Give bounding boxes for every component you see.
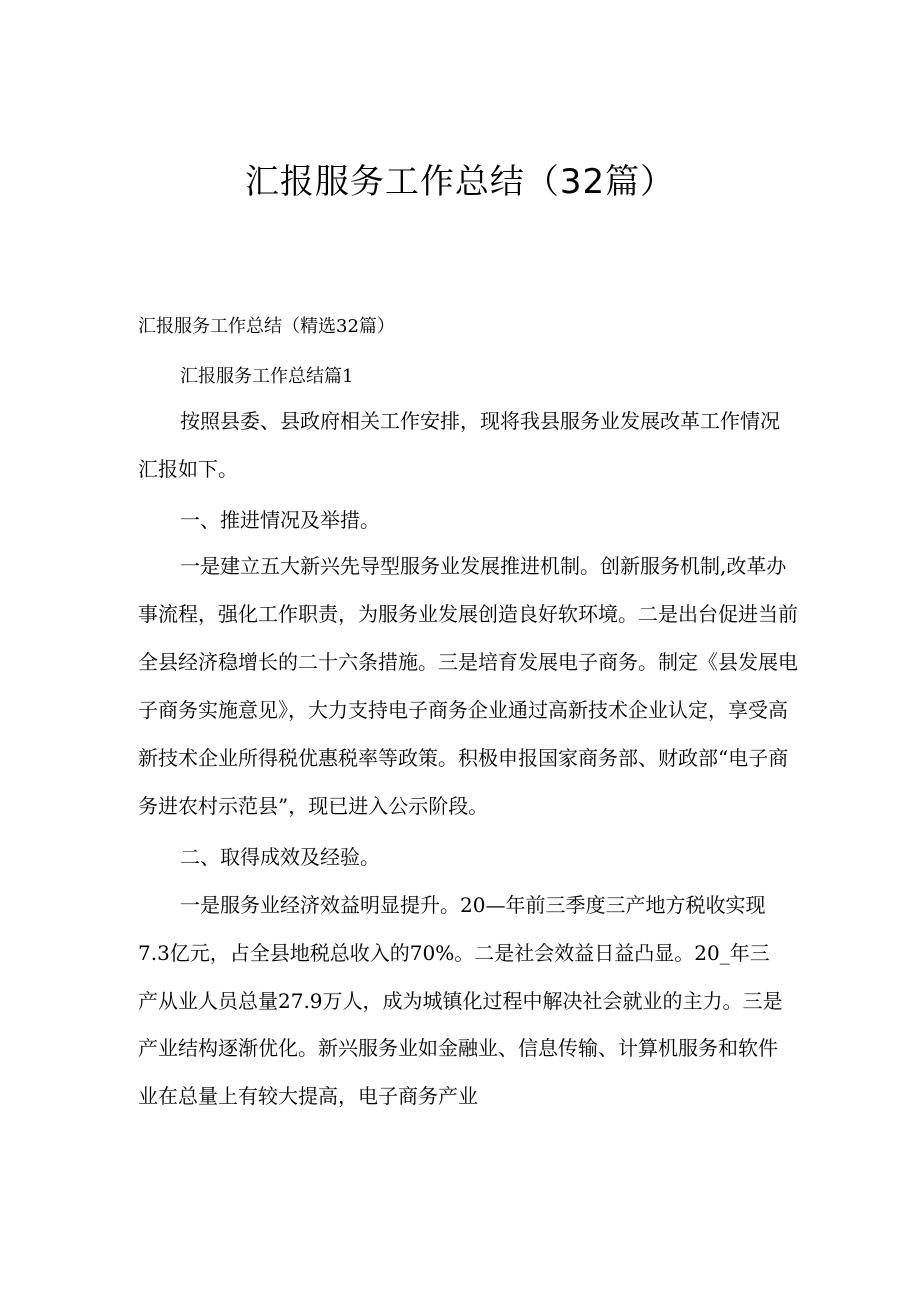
paragraph-line: 务进农村示范县”，现已进入公示阶段。 [138,794,489,818]
intro-line: 汇报如下。 [138,457,238,481]
document-subtitle: 汇报服务工作总结（精选32篇） [138,316,395,337]
document-title: 汇报服务工作总结（32篇） [244,162,676,202]
paragraph-line: 新技术企业所得税优惠税率等政策。积极申报国家商务部、财政部“电子商 [138,746,789,770]
paragraph-line: 产从业人员总量27.9万人，成为城镇化过程中解决社会就业的主力。三是 [138,989,783,1013]
paragraph-line: 全县经济稳增长的二十六条措施。三是培育发展电子商务。制定《县发展电 [138,650,798,674]
paragraph-line: 事流程，强化工作职责，为服务业发展创造良好软环境。二是出台促进当前 [138,602,798,626]
paragraph-line: 业在总量上有较大提高，电子商务产业 [138,1084,478,1108]
intro-line: 按照县委、县政府相关工作安排，现将我县服务业发展改革工作情况 [180,409,780,433]
heading-two: 二、取得成效及经验。 [180,845,380,869]
paragraph-line: 7.3亿元，占全县地税总收入的70%。二是社会效益日益凸显。20_年三 [138,941,770,965]
section-heading: 汇报服务工作总结篇1 [180,366,354,387]
paragraph-line: 一是服务业经济效益明显提升。20—年前三季度三产地方税收实现 [180,893,766,917]
paragraph-line: 产业结构逐渐优化。新兴服务业如金融业、信息传输、计算机服务和软件 [138,1036,778,1060]
heading-one: 一、推进情况及举措。 [180,508,380,532]
paragraph-line: 一是建立五大新兴先导型服务业发展推进机制。创新服务机制,改革办 [180,554,787,578]
paragraph-line: 子商务实施意见》，大力支持电子商务企业通过高新技术企业认定，享受高 [138,698,788,722]
